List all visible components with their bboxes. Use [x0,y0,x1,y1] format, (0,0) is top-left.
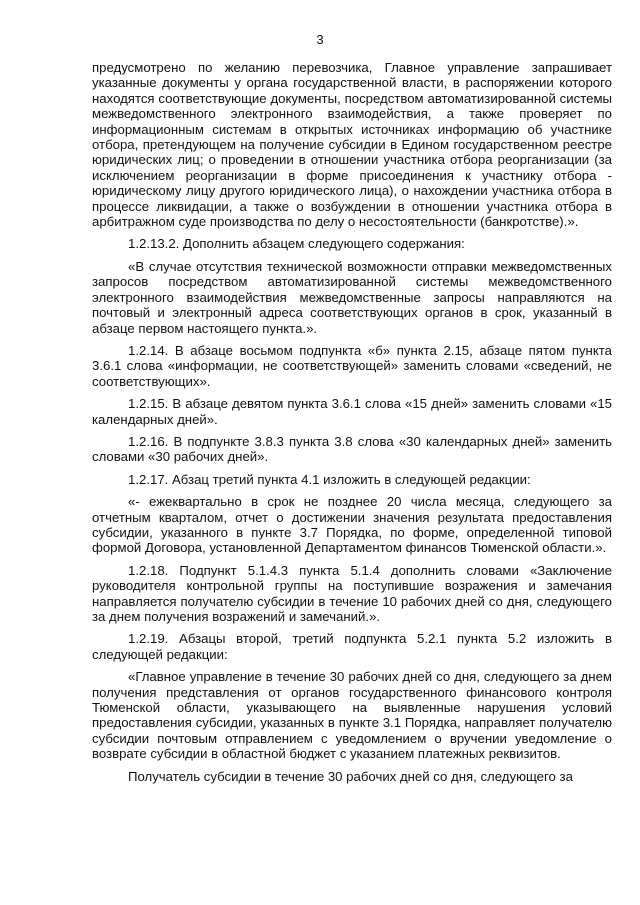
paragraph-1-2-18: 1.2.18. Подпункт 5.1.4.3 пункта 5.1.4 дополнить словами «Заключение руководителя контрольной группы на поступившие возражения и замечания направляется получателю субсидии в течение 10 рабочих дней со дня, следующего за днем получения возражений и замечаний.». [92,562,612,624]
paragraph-quote-interagency-requests: «В случае отсутствия технической возможности отправки межведомственных запросов посредством автоматизированной системы межведомственного электронного взаимодействия межведомственные запросы направляются на почтовый и электронный адреса соответствующих органов в срок, указанный в абзаце первом настоящего пункта.». [92,258,612,336]
paragraph-1-2-19: 1.2.19. Абзацы второй, третий подпункта 5.2.1 пункта 5.2 изложить в следующей редакции: [92,631,612,662]
paragraph-quote-quarterly-report: «- ежеквартально в срок не позднее 20 числа месяца, следующего за отчетным кварталом, отчет о достижении значения результата предоставления субсидии, указанного в пункте 3.7 Порядка, по форме, определенной типовой формой Договора, установленной Департаментом финансов Тюменской области.». [92,494,612,556]
document-body [92,60,612,784]
paragraph-1-2-16: 1.2.16. В подпункте 3.8.3 пункта 3.8 слова «30 календарных дней» заменить словами «30 рабочих дней». [92,433,612,465]
paragraph-recipient-obligation: Получатель субсидии в течение 30 рабочих дней со дня, следующего за [128,768,573,784]
paragraph-1-2-17: 1.2.17. Абзац третий пункта 4.1 изложить в следующей редакции: [128,471,531,487]
paragraph-1-2-14: 1.2.14. В абзаце восьмом подпункта «б» пункта 2.15, абзаце пятом пункта 3.6.1 слова «информации, не соответствующей» заменить словами «сведений, не соответствующих». [92,342,612,389]
paragraph-quote-main-department: «Главное управление в течение 30 рабочих дней со дня, следующего за днем получения представления от органов государственного финансового контроля Тюменской области, указывающего на выявленные нарушения условий предоставления субсидии, указанных в пункте 3.1 Порядка, направляет получателю субсидии почтовым отправлением с уведомлением о вручении уведомление о возврате субсидии в областной бюджет с указанием платежных реквизитов. [92,669,612,762]
paragraph-1-2-13-2: 1.2.13.2. Дополнить абзацем следующего содержания: [128,236,465,252]
paragraph-continuation: предусмотрено по желанию перевозчика, Главное управление запрашивает указанные документы у органа государственной власти, в распоряжении которого находятся соответствующие документы, посредством автоматизированной системы межведомственного электронного взаимодействия, а также проверяет по информационным системам в открытых источниках информацию об участнике отбора, претендующем на получение субсидии в Едином государственном реестре юридических лиц; о проведении в отношении участника отбора реорганизации (за исключением реорганизации в форме присоединения к участнику отбора - юридическому лицу другого юридического лица), о нахождении участника отбора в процессе ликвидации, а также о возбуждении в отношении участника отбора в арбитражном суде производства по делу о несостоятельности (банкротстве).». [92,60,612,230]
paragraph-1-2-15: 1.2.15. В абзаце девятом пункта 3.6.1 слова «15 дней» заменить словами «15 календарных дней». [92,396,612,427]
page-number: 3 [316,32,324,47]
